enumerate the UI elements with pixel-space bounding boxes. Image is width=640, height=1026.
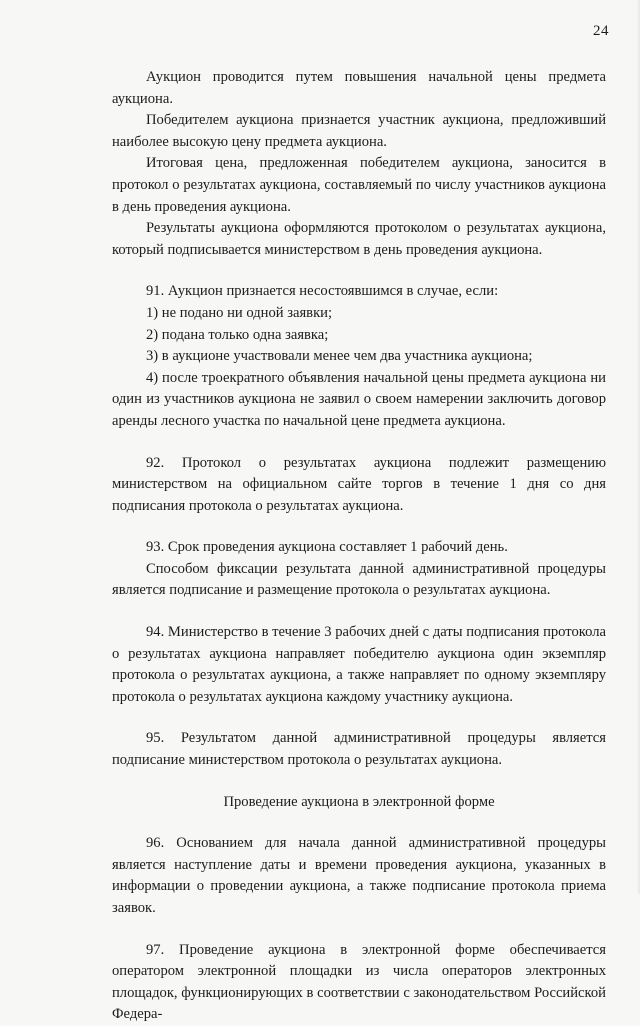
paragraph-97: 97. Проведение аукциона в электронной форме обеспечивается оператором электронной площадки из числа операторов электронных площадок, функционирующих в соответствии с законодательством Российской Федера- xyxy=(112,941,606,1023)
page-number: 24 xyxy=(593,23,609,39)
paragraph-91: 91. Аукцион признается несостоявшимся в случае, если: xyxy=(146,283,499,300)
paragraph-91-item-1: 1) не подано ни одной заявки; xyxy=(146,304,333,321)
paragraph-94: 94. Министерство в течение 3 рабочих дней с даты подписания протокола о результатах аукциона направляет победителю аукциона один экземпляр протокола о результатах аукциона, а также направляет по одному экземпляру протокола о результатах аукциона каждому участнику аукциона. xyxy=(112,624,606,705)
document-body xyxy=(112,67,606,1026)
paragraph-results: Результаты аукциона оформляются протоколом о результатах аукциона, который подписывается министерством в день проведения аукциона. xyxy=(112,220,606,258)
paragraph-auction-method: Аукцион проводится путем повышения начальной цены предмета аукциона. xyxy=(112,69,606,107)
paragraph-96: 96. Основанием для начала данной административной процедуры является наступление даты и времени проведения аукциона, указанных в информации о проведении аукциона, а также подписание протокола приема заявок. xyxy=(112,835,606,916)
paragraph-91-item-3: 3) в аукционе участвовали менее чем два участника аукциона; xyxy=(146,348,533,365)
section-heading: Проведение аукциона в электронной форме xyxy=(223,793,495,810)
paragraph-final-price: Итоговая цена, предложенная победителем аукциона, заносится в протокол о результатах аукциона, составляемый по числу участников аукциона в день проведения аукциона. xyxy=(112,155,606,215)
paragraph-91-item-4: 4) после троекратного объявления начальной цены предмета аукциона ни один из участников аукциона не заявил о своем намерении заключить договор аренды лесного участка по начальной цене предмета аукциона. xyxy=(112,369,606,429)
paragraph-93-fixation: Способом фиксации результата данной административной процедуры является подписание и размещение протокола о результатах аукциона. xyxy=(112,560,606,599)
paragraph-92: 92. Протокол о результатах аукциона подлежит размещению министерством на официальном сайте торгов в течение 1 дня со дня подписания протокола о результатах аукциона. xyxy=(112,454,606,514)
paragraph-93: 93. Срок проведения аукциона составляет 1 рабочий день. xyxy=(146,539,508,556)
paragraph-winner: Победителем аукциона признается участник аукциона, предложивший наиболее высокую цену предмета аукциона. xyxy=(112,112,606,150)
paragraph-91-item-2: 2) подана только одна заявка; xyxy=(146,326,329,343)
paragraph-95: 95. Результатом данной административной процедуры является подписание министерством протокола о результатах аукциона. xyxy=(112,730,606,769)
